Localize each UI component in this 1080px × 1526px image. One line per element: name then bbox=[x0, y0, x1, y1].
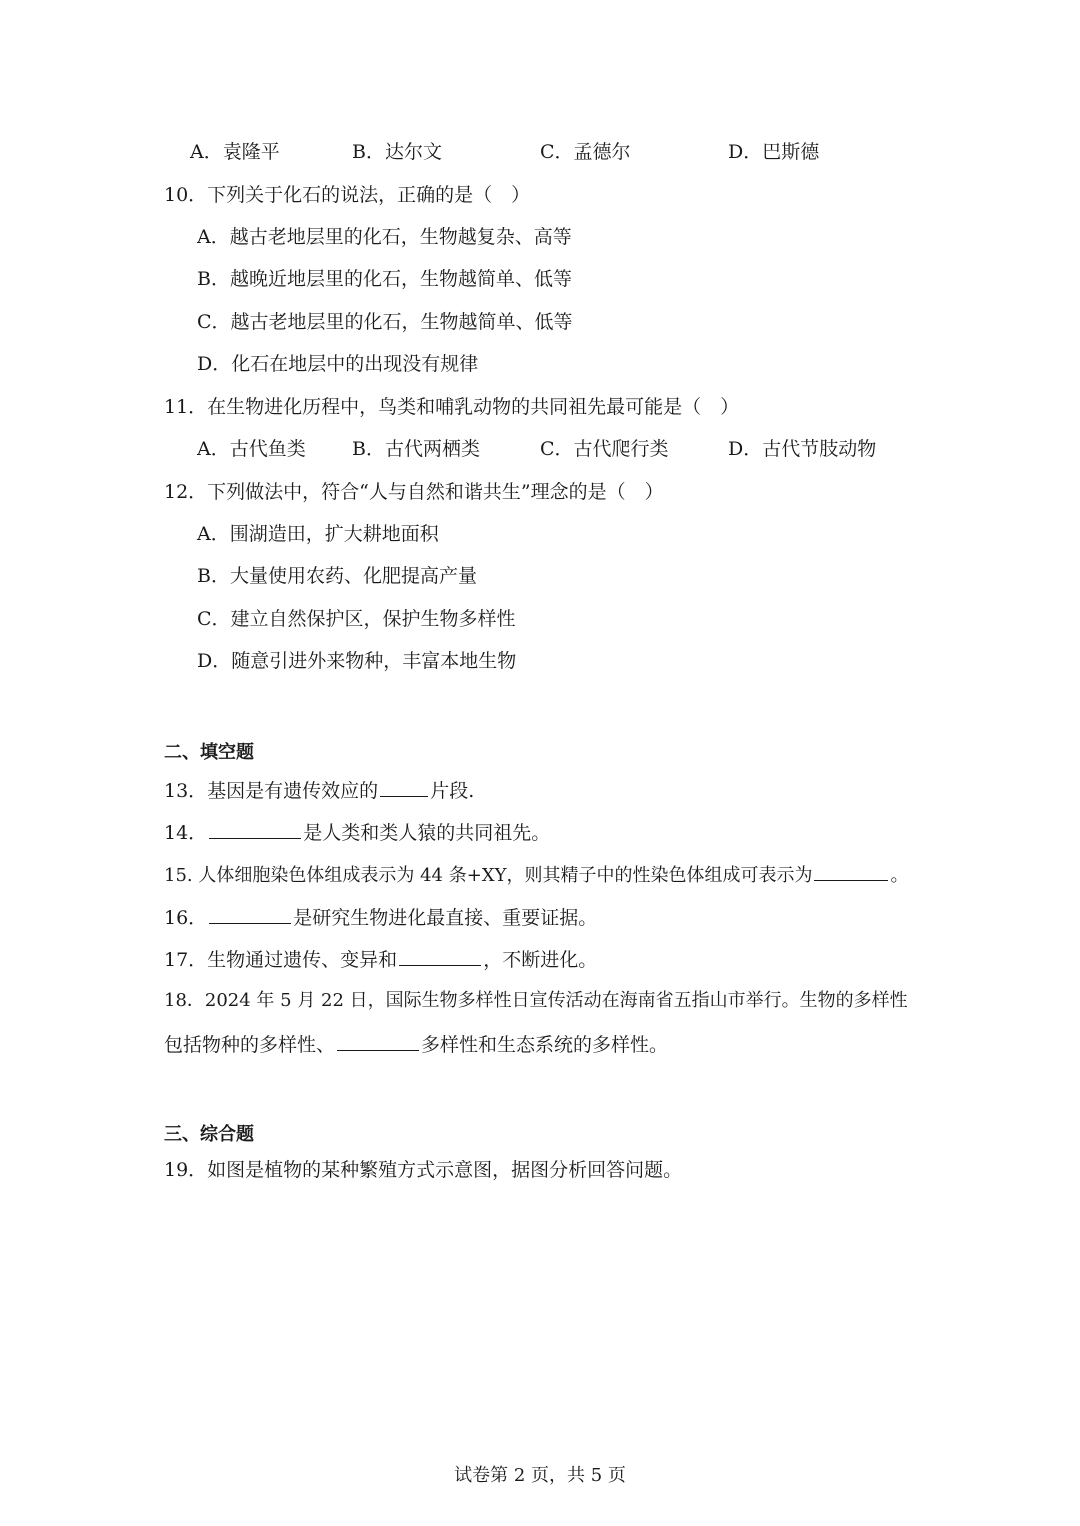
q14-text-after: 是人类和类人猿的共同祖先。 bbox=[303, 822, 551, 844]
q13-text-before: 13．基因是有遗传效应的 bbox=[164, 780, 379, 802]
q17-text-before: 17．生物通过遗传、变异和 bbox=[164, 949, 398, 971]
q17-text-after: ，不断进化。 bbox=[483, 949, 598, 971]
q15 bbox=[164, 860, 908, 889]
q18-blank[interactable] bbox=[337, 1030, 419, 1051]
q19-stem: 19．如图是植物的某种繁殖方式示意图，据图分析回答问题。 bbox=[164, 1159, 683, 1181]
q9-option-c: C．孟德尔 bbox=[540, 141, 631, 163]
q11-option-a: A．古代鱼类 bbox=[197, 438, 306, 460]
q18-text-before: 包括物种的多样性、 bbox=[164, 1034, 336, 1056]
q17 bbox=[164, 945, 597, 973]
q11-option-b: B．古代两栖类 bbox=[352, 438, 480, 460]
q12-stem: 12．下列做法中，符合“人与自然和谐共生”理念的是（ ） bbox=[164, 481, 664, 503]
q11-option-d: D．古代节肢动物 bbox=[728, 438, 877, 460]
q9-option-a: A．袁隆平 bbox=[190, 141, 280, 163]
q14 bbox=[164, 818, 550, 846]
q11-options bbox=[197, 436, 957, 462]
q9-option-b: B．达尔文 bbox=[352, 141, 442, 163]
section-title-comprehensive: 三、综合题 bbox=[164, 1124, 254, 1145]
q12-option-a: A．围湖造田，扩大耕地面积 bbox=[197, 523, 439, 545]
q12-option-b: B．大量使用农药、化肥提高产量 bbox=[197, 565, 477, 587]
q15-text-after: 。 bbox=[890, 865, 909, 886]
q15-text-before: 15. 人体细胞染色体组成表示为 44 条+XY，则其精子中的性染色体组成可表示为 bbox=[164, 865, 813, 886]
q10-option-d: D．化石在地层中的出现没有规律 bbox=[197, 353, 479, 375]
q13 bbox=[164, 776, 474, 804]
q16-text-before: 16． bbox=[164, 907, 208, 929]
q10-option-b: B．越晚近地层里的化石，生物越简单、低等 bbox=[197, 268, 572, 290]
q9-options bbox=[190, 139, 950, 165]
q11-stem: 11．在生物进化历程中，鸟类和哺乳动物的共同祖先最可能是（ ） bbox=[164, 396, 740, 418]
q16-text-after: 是研究生物进化最直接、重要证据。 bbox=[293, 907, 598, 929]
q16-blank[interactable] bbox=[209, 903, 291, 924]
q11-option-c: C．古代爬行类 bbox=[540, 438, 669, 460]
q13-text-after: 片段. bbox=[430, 780, 475, 802]
q12-option-c: C．建立自然保护区，保护生物多样性 bbox=[197, 608, 516, 630]
q10-option-a: A．越古老地层里的化石，生物越复杂、高等 bbox=[197, 226, 572, 248]
section-title-fill-in: 二、填空题 bbox=[164, 742, 254, 763]
page-footer: 试卷第 2 页，共 5 页 bbox=[454, 1465, 626, 1486]
q18-text-after: 多样性和生态系统的多样性。 bbox=[421, 1034, 669, 1056]
q15-blank[interactable] bbox=[814, 860, 888, 881]
q13-blank[interactable] bbox=[380, 776, 428, 797]
q14-text-before: 14． bbox=[164, 822, 208, 844]
q16 bbox=[164, 903, 597, 931]
q17-blank[interactable] bbox=[399, 945, 481, 966]
q9-option-d: D．巴斯德 bbox=[728, 141, 820, 163]
q18-line2 bbox=[164, 1030, 668, 1058]
q10-stem: 10．下列关于化石的说法，正确的是（ ） bbox=[164, 184, 531, 206]
q18-line1: 18．2024 年 5 月 22 日，国际生物多样性日宣传活动在海南省五指山市举行。生物的多样性 bbox=[164, 990, 908, 1011]
q10-option-c: C．越古老地层里的化石，生物越简单、低等 bbox=[197, 311, 573, 333]
q14-blank[interactable] bbox=[209, 818, 301, 839]
q12-option-d: D．随意引进外来物种，丰富本地生物 bbox=[197, 650, 517, 672]
